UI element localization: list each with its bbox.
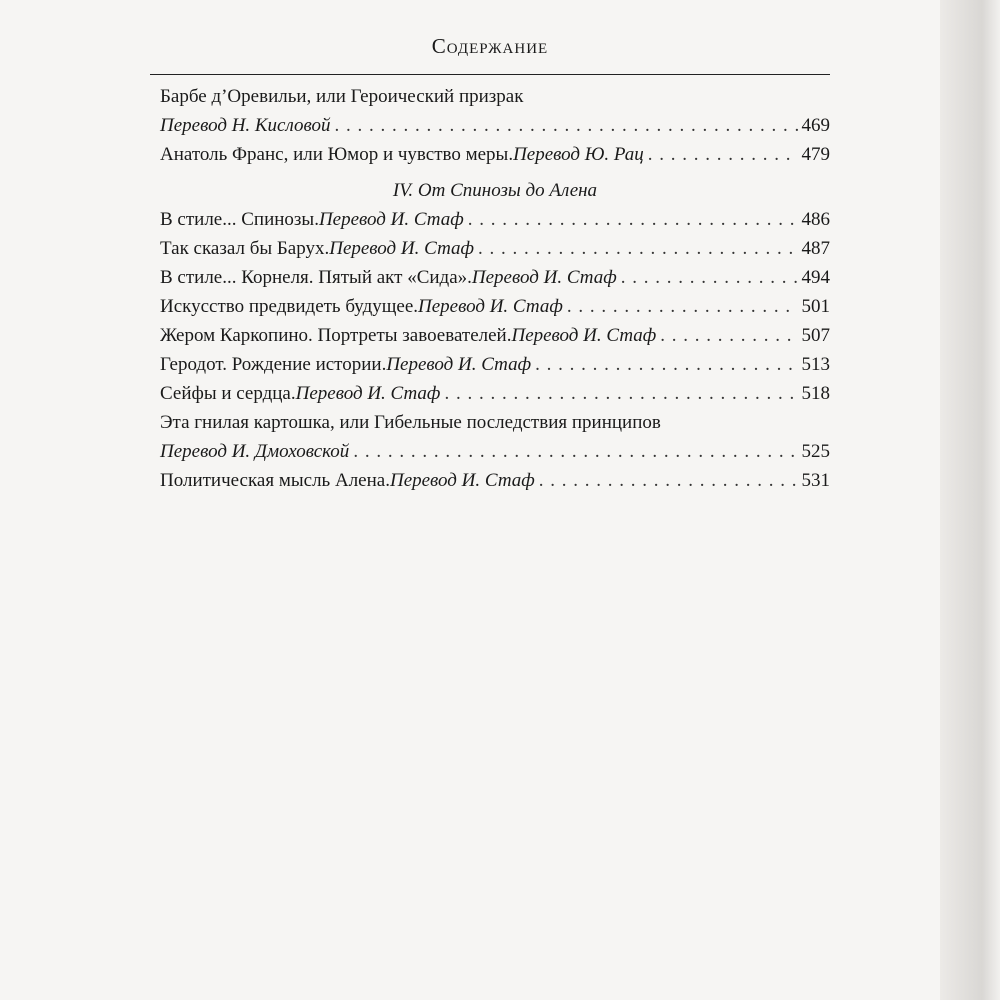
entry-page-number: 501	[801, 296, 830, 317]
entry-page-number: 479	[801, 144, 830, 165]
entry-page-number: 531	[801, 470, 830, 491]
dot-leader	[660, 325, 797, 347]
dot-leader	[648, 144, 798, 166]
header-rule	[150, 74, 830, 75]
dot-leader	[535, 354, 797, 376]
entry-page-number: 518	[801, 383, 830, 404]
toc-entry	[160, 296, 830, 325]
entry-title: Анатоль Франс, или Юмор и чувство меры.	[160, 144, 514, 165]
entry-translator: Перевод И. Стаф	[318, 209, 464, 230]
entry-title: Жером Каркопино. Портреты завоевателей.	[160, 325, 512, 346]
toc-entry	[160, 238, 830, 267]
page-header: Содержание	[431, 34, 549, 58]
toc-entry	[160, 209, 830, 238]
entry-page-number: 525	[801, 441, 830, 462]
entry-title: Искусство предвидеть будущее.	[160, 296, 419, 317]
entry-translator: Перевод И. Стаф	[329, 238, 475, 259]
dot-leader	[567, 296, 798, 318]
section-heading: IV. От Спинозы до Алена	[392, 180, 598, 201]
entry-title: В стиле... Спинозы.	[160, 209, 319, 230]
entry-title: Эта гнилая картошка, или Гибельные последствия принципов	[160, 412, 661, 433]
entry-title: Сейфы и сердца.	[160, 383, 296, 404]
entry-translator: Перевод И. Стаф	[386, 354, 532, 375]
entry-page-number: 486	[801, 209, 830, 230]
toc-entry	[160, 470, 830, 499]
dot-leader	[353, 441, 797, 463]
entry-page-number: 494	[801, 267, 830, 288]
entry-page-number: 513	[801, 354, 830, 375]
entry-translator: Перевод И. Стаф	[511, 325, 657, 346]
dot-leader	[621, 267, 798, 289]
entry-translator: Перевод И. Стаф	[418, 296, 563, 317]
entry-translator: Перевод И. Стаф	[295, 383, 441, 404]
toc-entry	[160, 86, 830, 144]
entry-title: В стиле... Корнеля. Пятый акт «Сида».	[160, 267, 472, 288]
entry-translator: Перевод И. Дмоховской	[160, 441, 350, 462]
toc-entry	[160, 354, 830, 383]
dot-leader	[478, 238, 797, 260]
entry-translator: Перевод Н. Кисловой	[160, 115, 331, 136]
entry-page-number: 507	[801, 325, 830, 346]
toc-entry	[160, 144, 830, 173]
entry-title: Барбе д’Оревильи, или Героический призрак	[160, 86, 524, 107]
toc-entry	[160, 267, 830, 296]
entry-page-number: 469	[801, 115, 830, 136]
toc-entry	[160, 383, 830, 412]
toc-entry	[160, 412, 830, 470]
table-of-contents	[160, 86, 830, 499]
toc-entries-list	[160, 209, 830, 412]
dot-leader	[334, 115, 797, 137]
entry-page-number: 487	[801, 238, 830, 259]
entry-translator: Перевод И. Стаф	[389, 470, 535, 491]
dot-leader	[539, 470, 798, 492]
dot-leader	[444, 383, 797, 405]
dot-leader	[468, 209, 798, 231]
toc-entry	[160, 325, 830, 354]
entry-title: Политическая мысль Алена.	[160, 470, 390, 491]
entry-title: Так сказал бы Барух.	[160, 238, 330, 259]
page-gutter-shadow	[940, 0, 1000, 1000]
entry-translator: Перевод И. Стаф	[471, 267, 617, 288]
entry-translator: Перевод Ю. Рац	[513, 144, 644, 165]
entry-title: Геродот. Рождение истории.	[160, 354, 387, 375]
